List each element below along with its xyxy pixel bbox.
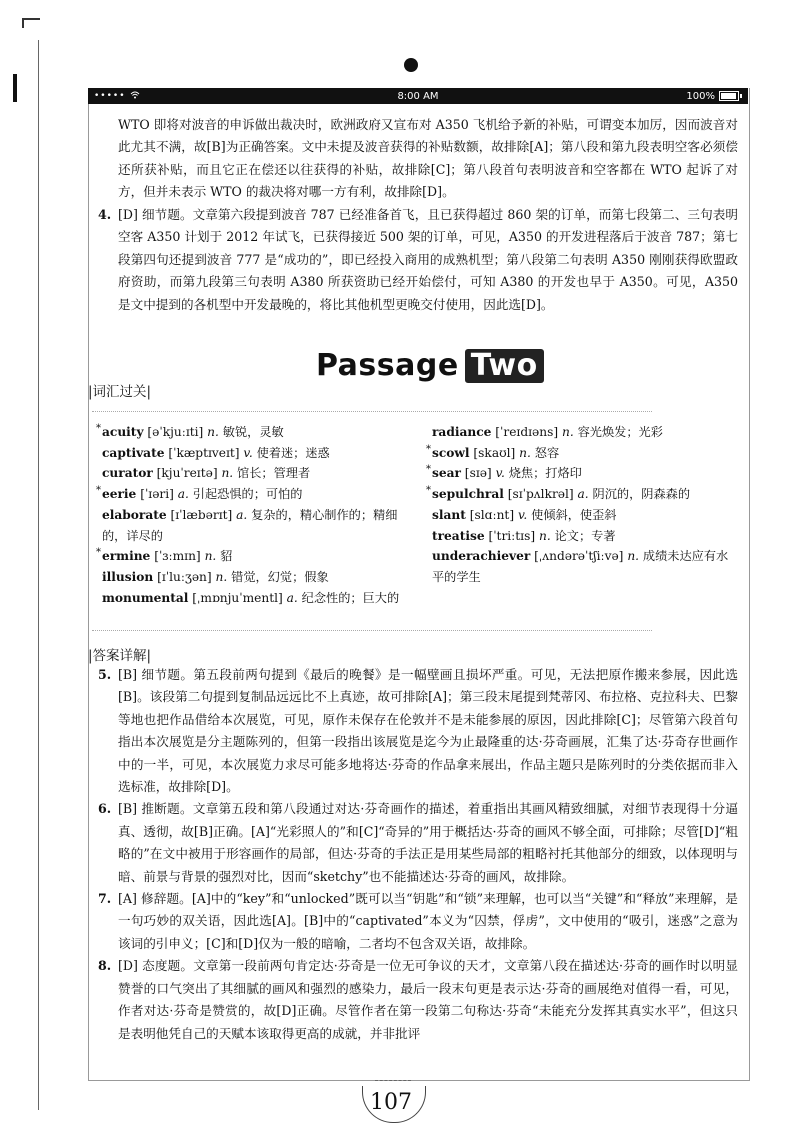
- vocab-entry: [420, 484, 738, 505]
- passage-title-box: Two: [465, 349, 544, 383]
- vocab-ipa: [slɑːnt]: [465, 507, 518, 522]
- vocab-ipa: [kjuˈreɪtə]: [152, 466, 222, 481]
- vocab-ipa: [ˈɜːmɪn]: [150, 549, 205, 564]
- vocab-definition: 纪念性的；巨大的: [297, 590, 400, 605]
- vocab-ipa: [ɪˈlæbərɪt]: [166, 507, 237, 522]
- vocab-word: monumental: [102, 590, 189, 605]
- vocab-pos: n.: [561, 425, 574, 439]
- status-time: 8:00 AM: [397, 90, 439, 102]
- answer-number: 8.: [98, 958, 112, 974]
- vocab-star: *: [426, 443, 431, 455]
- dotted-divider: [92, 411, 652, 412]
- margin-line: [38, 40, 39, 1110]
- vocab-list-right: [420, 422, 738, 588]
- vocab-entry: [90, 463, 406, 484]
- signal-strength: •••••: [94, 91, 126, 101]
- page-number: 107: [370, 1090, 412, 1115]
- vocab-ipa: [ˈɪəri]: [136, 487, 178, 502]
- page-ornament: [375, 1080, 411, 1082]
- vocab-pos: v.: [517, 507, 528, 522]
- vocab-word: illusion: [102, 569, 154, 584]
- answer-text: [B] 细节题。第五段前两句提到《最后的晚餐》是一幅壁画且损坏严重。可见，无法把原作搬来参展，因此选[B]。该段第二句提到复制品远远比不上真迹，故可排除[A]；第三段末尾提到梵蒂冈、布拉格、克拉科夫、巴黎等地也把作品借给本次展览，可见，原作未保存在伦敦并不是未能参展的原因，因此排除[C]；尽管第六段首句指出本次展览是分主题陈列的，但第一段指出该展览是迄今为止最隆重的达·芬奇画展，汇集了达·芬奇存世画作中的一半，可见，本次展览力求尽可能多地将达·芬奇的作品拿来展出，作品主题只是陈列时的分类依据而非入选标准，故排除[D]。: [118, 667, 738, 795]
- vocab-word: sear: [432, 466, 461, 481]
- top-dot: [404, 58, 418, 72]
- vocab-definition: 貂: [216, 549, 233, 564]
- vocab-word: underachiever: [432, 549, 531, 564]
- vocab-ipa: [ˈtriːtɪs]: [484, 528, 539, 543]
- vocab-pos: n.: [519, 445, 531, 460]
- vocab-entry: [90, 422, 406, 443]
- vocab-entry: [90, 588, 406, 609]
- vocab-definition: 敏锐，灵敏: [218, 425, 284, 439]
- vocab-entry: [90, 443, 406, 464]
- vocab-pos: n.: [204, 549, 217, 564]
- vocab-star: *: [96, 547, 101, 559]
- vocab-word: sepulchral: [432, 487, 504, 502]
- vocab-definition: 阴沉的，阴森森的: [588, 487, 691, 502]
- vocab-pos: a.: [177, 487, 189, 502]
- vocab-definition: 错觉，幻觉；假象: [227, 569, 329, 584]
- answer-text: [A] 修辞题。[A]中的“key”和“unlocked”既可以当“钥匙”和“锁”来理解，也可以当“关键”和“释放”来理解，是一句巧妙的双关语，因此选[A]。[B]中的“captivated”本义为“囚禁，俘虏”，文中使用的“吸引，迷惑”之意为该词的引申义；[C]和[D]仅为一般的暗喻，二者均不包含双关语，故排除。: [118, 891, 738, 951]
- vocab-pos: a.: [286, 590, 298, 605]
- vocab-entry: [90, 484, 406, 505]
- vocab-star: *: [426, 464, 431, 476]
- vocab-definition: 容光焕发；光彩: [573, 425, 663, 439]
- vocab-pos: n.: [207, 425, 219, 439]
- vocab-pos: a.: [236, 507, 248, 522]
- margin-hook: [22, 18, 40, 28]
- vocab-pos: v.: [495, 466, 505, 481]
- vocab-ipa: [ˈkæptɪveɪt]: [164, 445, 244, 460]
- margin-mark: [13, 74, 17, 102]
- vocab-definition: 复杂的，精心制作的；精细的，详尽的: [102, 507, 398, 543]
- answer-item: [98, 664, 738, 798]
- vocab-pos: n.: [221, 466, 234, 481]
- dotted-divider: [92, 630, 652, 631]
- answer-number: 5.: [98, 667, 112, 682]
- answers-list: [98, 664, 738, 1045]
- vocab-word: scowl: [432, 445, 470, 460]
- answers-section-label: |答案详解|: [88, 648, 152, 664]
- passage-title: [316, 348, 544, 383]
- vocab-entry: [420, 463, 738, 484]
- vocab-word: elaborate: [102, 507, 167, 522]
- vocab-definition: 成绩未达应有水平的学生: [432, 549, 729, 584]
- vocab-word: slant: [432, 507, 466, 522]
- vocab-definition: 使倾斜，使歪斜: [527, 507, 617, 522]
- answer-number: 6.: [98, 801, 112, 817]
- answer-text: [D] 细节题。文章第六段提到波音 787 已经准备首飞，且已获得超过 860 架的订单，而第七段第二、三句表明空客 A350 计划于 2012 年试飞，已获得接近 500 架的订单，可见，A350 的开发进程落后于波音 787；第七段第四句还提到波音 777 是“成功的”，即已经投入商用的成熟机型；第八段第二句表明 A350 刚刚获得欧盟政府资助，而第九段第三句表明 A380 所获资助已经开始偿付，可知 A380 的开发也早于 A350。可见，A350 是文中提到的各机型中开发最晚的，将比其他机型更晚交付使用，因此选[D]。: [118, 207, 738, 312]
- vocab-ipa: [ˌʌndərəˈtʃiːvə]: [530, 549, 628, 564]
- vocab-word: captivate: [102, 445, 165, 460]
- vocab-pos: n.: [627, 549, 640, 564]
- vocab-star: *: [96, 423, 101, 434]
- vocab-entry: [420, 505, 738, 526]
- answer-text: [D] 态度题。文章第一段前两句肯定达·芬奇是一位无可争议的天才，文章第八段在描述达·芬奇的画作时以明显赞誉的口气突出了其细腻的画风和强烈的感染力，最后一段末句更是表示达·芬奇的画展绝对值得一看，可见，作者对达·芬奇是赞赏的，故[D]正确。尽管作者在第一段第二句称达·芬奇“未能充分发挥其真实水平”，但这只是表明他凭自己的天赋本该取得更高的成就，并非批评: [118, 958, 738, 1041]
- passage-title-text: Passage: [316, 348, 459, 383]
- vocab-star: *: [96, 485, 101, 497]
- answer-item: [98, 888, 738, 955]
- vocab-entry: [420, 443, 738, 464]
- vocab-entry: [90, 546, 406, 567]
- vocab-word: radiance: [432, 425, 492, 439]
- answer-text: [B] 推断题。文章第五段和第八段通过对达·芬奇画作的描述，着重指出其画风精致细腻，对细节表现得十分逼真、透彻，故[B]正确。[A]“光彩照人的”和[C]“奇异的”用于概括达·芬奇的画风不够全面，可排除；尽管[D]“粗略的”在文中被用于形容画作的局部，但达·芬奇的手法正是用某些局部的粗略衬托其他部分的细致，以体现明与暗、前景与背景的强烈对比，因而“sketchy”也不能描述达·芬奇的画风，故排除。: [118, 801, 738, 884]
- vocab-entry: [90, 505, 406, 546]
- vocab-definition: 烧焦；打烙印: [504, 466, 582, 481]
- vocab-definition: 怒容: [530, 445, 560, 460]
- answer-item: [98, 955, 738, 1045]
- vocab-definition: 馆长；管理者: [233, 466, 311, 481]
- vocab-ipa: [ɪˈluːʒən]: [153, 569, 216, 584]
- vocab-word: ermine: [102, 549, 151, 564]
- vocab-word: treatise: [432, 528, 485, 543]
- vocab-definition: 使着迷；迷惑: [252, 445, 330, 460]
- vocab-entry: [420, 546, 738, 587]
- vocab-pos: v.: [243, 445, 253, 460]
- vocab-list-left: [90, 422, 406, 608]
- vocab-star: *: [426, 485, 431, 497]
- vocab-definition: 论文；专著: [550, 528, 616, 543]
- vocab-word: eerie: [102, 487, 137, 502]
- vocab-ipa: [sɪə]: [460, 466, 496, 481]
- battery-percent: 100%: [686, 90, 715, 102]
- vocab-ipa: [əˈkjuːɪti]: [143, 425, 208, 439]
- vocab-pos: n.: [538, 528, 551, 543]
- vocab-entry: [420, 422, 738, 443]
- status-bar: [88, 88, 748, 104]
- vocab-word: acuity: [102, 425, 144, 439]
- vocab-pos: a.: [577, 487, 589, 502]
- vocab-ipa: [sɪˈpʌlkrəl]: [503, 487, 578, 502]
- vocab-ipa: [ˌmɒnjuˈmentl]: [188, 590, 287, 605]
- answer-number: 7.: [98, 891, 112, 907]
- vocab-ipa: [skaʊl]: [469, 445, 520, 460]
- vocab-word: curator: [102, 466, 153, 481]
- vocab-entry: [90, 567, 406, 588]
- top-paragraph: WTO 即将对波音的申诉做出裁决时，欧洲政府又宣布对 A350 飞机给予新的补贴，可谓变本加厉，因而波音对此尤其不满，故[B]为正确答案。文中未提及波音获得的补贴数额，故排除[A]；第八段和第九段表明空客必须偿还所获补贴，而且它正在偿还以往获得的补贴，故排除[C]；第八段首句表明波音和空客都在 WTO 起诉了对方，但并未表示 WTO 的裁决将对哪一方有利，故排除[D]。: [118, 117, 738, 200]
- answer-number: 4.: [98, 207, 112, 222]
- vocab-pos: n.: [215, 569, 228, 584]
- vocab-ipa: [ˈreɪdɪəns]: [491, 425, 562, 439]
- vocab-entry: [420, 526, 738, 547]
- vocab-definition: 引起恐惧的；可怕的: [188, 487, 303, 502]
- vocab-section-label: |词汇过关|: [88, 384, 152, 400]
- answer-item: [98, 798, 738, 888]
- battery-icon: [719, 91, 739, 101]
- answer-item: [98, 204, 738, 316]
